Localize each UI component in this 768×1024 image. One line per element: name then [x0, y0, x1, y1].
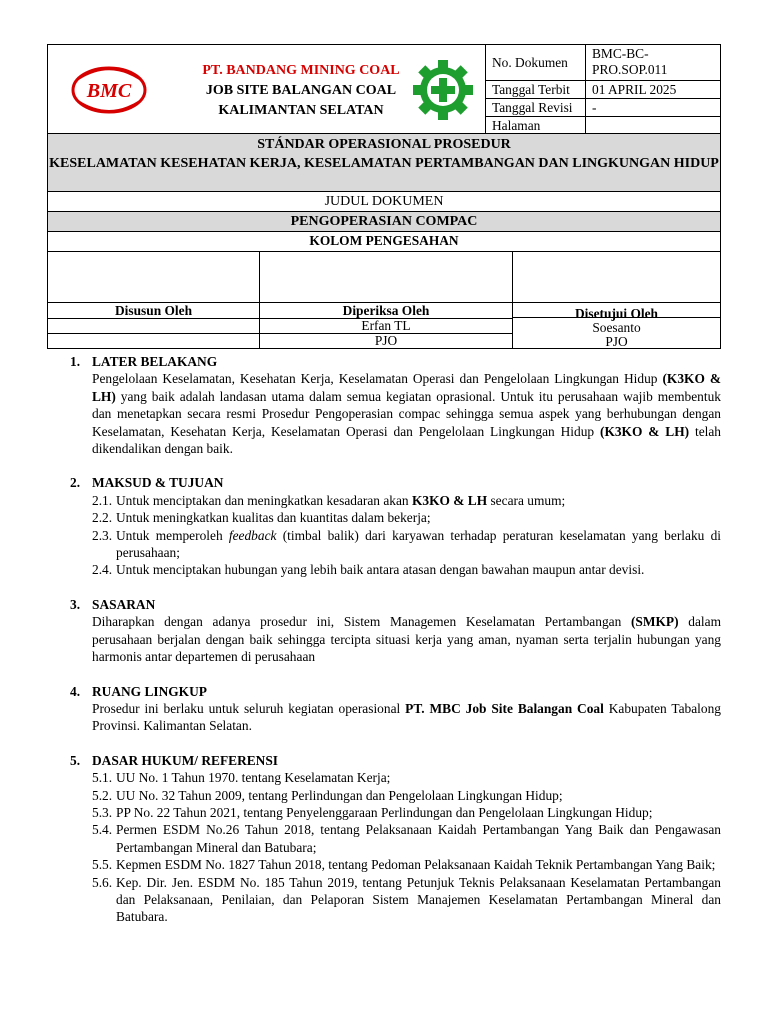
- list-item: [92, 821, 721, 856]
- list-item: [92, 561, 721, 578]
- signature-position-prepared: [48, 334, 259, 348]
- list-item-number: 5.3.: [92, 804, 113, 820]
- signature-name-prepared: [48, 319, 259, 334]
- section-title: [70, 353, 721, 370]
- list-item-number: 2.4.: [92, 562, 113, 578]
- approval-column-title: KOLOM PENGESAHAN: [48, 232, 720, 252]
- approval-signature-grid: [48, 252, 720, 348]
- section-number: 2.: [70, 475, 81, 491]
- list-item-number: 5.1.: [92, 770, 113, 786]
- document-header-table: [47, 44, 721, 349]
- list-item-text: PP No. 22 Tahun 2021, tentang Penyelenggaraan Perlindungan dan Pengelolaan Lingkungan Hidup;: [116, 804, 653, 820]
- section-background: [70, 353, 721, 457]
- section-paragraph: [70, 370, 721, 457]
- text-run: Untuk memperoleh: [116, 527, 229, 543]
- document-title-label: JUDUL DOKUMEN: [48, 192, 720, 212]
- text-run: Kabupaten Tabalong Provinsi. Kalimantan Selatan.: [92, 700, 721, 734]
- list-item-text: Permen ESDM No.26 Tahun 2018, tentang Pelaksanaan Kaidah Pertambangan Yang Baik dan Pengawasan Pertambangan Mineral dan Batubara;: [116, 822, 721, 855]
- list-item: [92, 527, 721, 562]
- signature-name-approved: Soesanto: [592, 320, 641, 335]
- purpose-list: [70, 492, 721, 579]
- bold-term: K3KO & LH: [411, 492, 488, 508]
- list-item-text: Untuk menciptakan hubungan yang lebih baik antara atasan dengan bawahan maupun antar devisi.: [116, 562, 645, 578]
- text-run: Untuk menciptakan dan meningkatkan kesadaran akan: [116, 492, 412, 508]
- sop-subtitle: KESELAMATAN KESEHATAN KERJA, KESELAMATAN PERTAMBANGAN DAN LINGKUNGAN HIDUP: [49, 156, 719, 171]
- signature-label-checked: Diperiksa Oleh: [260, 303, 512, 319]
- text-run: telah dikendalikan dengan baik.: [92, 423, 722, 457]
- section-title: [70, 596, 721, 613]
- list-item-text: Kepmen ESDM No. 1827 Tahun 2018, tentang Pedoman Pelaksanaan Kaidah Teknik Pertambangan Yang Baik;: [116, 857, 716, 873]
- section-target: [70, 596, 721, 666]
- signature-divider: [513, 317, 720, 318]
- list-item-number: 2.1.: [92, 492, 113, 508]
- section-number: 3.: [70, 596, 81, 612]
- list-item-text: UU No. 32 Tahun 2009, tentang Perlindungan dan Pengelolaan Lingkungan Hidup;: [116, 787, 563, 803]
- text-run: Diharapkan dengan adanya prosedur ini, Sistem Managemen Keselamatan Pertambangan: [92, 614, 631, 630]
- sop-title: STÁNDAR OPERASIONAL PROSEDUR: [257, 137, 511, 152]
- signature-position-approved: PJO: [605, 334, 628, 349]
- list-item-text: Kep. Dir. Jen. ESDM No. 185 Tahun 2019, tentang Petunjuk Teknis Pelaksanaan Keselamatan Pertambangan dan Pelaksanaan, Penilaian, dan Pelaporan Sistem Manajemen Keselamatan Pertambangan Mineral dan Batubara.: [116, 874, 721, 925]
- section-paragraph: [70, 613, 721, 665]
- list-item: [92, 492, 721, 509]
- meta-label-revision-date: Tanggal Revisi: [486, 99, 586, 117]
- section-heading: SASARAN: [92, 596, 156, 612]
- meta-value-page: [586, 117, 720, 133]
- list-item-number: 5.6.: [92, 874, 113, 890]
- bold-term: (K3KO & LH): [92, 371, 721, 404]
- signature-label-approved: Disetujui Oleh: [575, 306, 658, 321]
- bmc-logo-icon: [68, 61, 150, 119]
- meta-value-doc-number: BMC-BC-PRO.SOP.011: [586, 45, 720, 81]
- list-item-number: 5.4.: [92, 822, 113, 838]
- company-name: PT. BANDANG MINING COAL: [202, 63, 400, 78]
- document-meta-grid: [486, 45, 720, 133]
- list-item: [92, 804, 721, 821]
- document-body: [70, 353, 721, 943]
- signature-box-prepared: [48, 252, 259, 303]
- signature-column-approved: [513, 252, 720, 348]
- italic-term: feedback: [228, 527, 277, 543]
- signature-label-prepared: Disusun Oleh: [48, 303, 259, 319]
- logo-text: BMC: [86, 80, 132, 102]
- list-item: [92, 856, 721, 873]
- section-heading: DASAR HUKUM/ REFERENSI: [92, 752, 278, 768]
- section-number: 5.: [70, 752, 81, 768]
- section-purpose: [70, 474, 721, 578]
- signature-name-checked: Erfan TL: [260, 319, 512, 334]
- signature-column-prepared: [48, 252, 260, 348]
- list-item-number: 2.2.: [92, 510, 113, 526]
- k3-safety-cross-icon: [408, 59, 478, 121]
- signature-box-checked: [260, 252, 512, 303]
- section-title: [70, 752, 721, 769]
- section-paragraph: [70, 700, 721, 735]
- company-cell: [48, 45, 486, 133]
- bold-term: (K3KO & LH): [599, 423, 690, 439]
- company-name-block: [186, 61, 416, 121]
- bold-term: (SMKP): [630, 614, 679, 630]
- list-item: [92, 509, 721, 526]
- job-site-name: JOB SITE BALANGAN COAL: [205, 83, 397, 98]
- meta-label-doc-number: No. Dokumen: [486, 45, 586, 81]
- signature-column-checked: [260, 252, 513, 348]
- list-item-number: 5.5.: [92, 857, 113, 873]
- reference-list: [70, 769, 721, 926]
- header-top-row: [48, 45, 720, 134]
- section-title: [70, 474, 721, 491]
- section-heading: RUANG LINGKUP: [92, 683, 207, 699]
- text-run: Pengelolaan Keselamatan, Kesehatan Kerja, Keselamatan Operasi dan Pengelolaan Lingkungan Hidup: [92, 371, 663, 387]
- signature-position-checked: PJO: [374, 333, 398, 348]
- meta-label-page: Halaman: [486, 117, 586, 133]
- list-item-text: Untuk meningkatkan kualitas dan kuantitas dalam bekerja;: [116, 510, 431, 526]
- region-name: KALIMANTAN SELATAN: [218, 103, 384, 118]
- text-run: yang baik adalah landasan utama dalam semua kegiatan oprasional. Untuk itu perusahaan wajib membentuk dan menetapkan secara resmi Prosedur Pengoperasian compac sehingga semua aspek yang berhubungan dengan Keselamatan, Kesehatan Kerja, Keselamatan Operasi dan Pengelolaan Lingkungan Hidup: [92, 388, 721, 439]
- section-title: [70, 683, 721, 700]
- meta-label-issue-date: Tanggal Terbit: [486, 81, 586, 99]
- text-run: Prosedur ini berlaku untuk seluruh kegiatan operasional: [92, 700, 406, 716]
- sop-title-band: [48, 134, 720, 192]
- text-run: secara umum;: [487, 492, 566, 508]
- meta-value-revision-date: -: [586, 99, 720, 117]
- list-item-text: UU No. 1 Tahun 1970. tentang Keselamatan Kerja;: [116, 770, 391, 786]
- list-item: [92, 787, 721, 804]
- section-heading: LATER BELAKANG: [92, 354, 218, 369]
- section-legal-basis: [70, 752, 721, 926]
- bold-term: PT. MBC Job Site Balangan Coal: [405, 700, 604, 716]
- list-item: [92, 769, 721, 786]
- signature-box-approved: [513, 252, 720, 303]
- text-run: (timbal balik) dari karyawan terhadap peraturan keselamatan yang berlaku di perusahaan;: [116, 527, 721, 561]
- section-number: 4.: [70, 683, 81, 699]
- section-heading: MAKSUD & TUJUAN: [92, 475, 224, 491]
- list-item: [92, 874, 721, 926]
- list-item-text: [116, 492, 721, 509]
- list-item-text: [116, 527, 721, 562]
- list-item-number: 2.3.: [92, 527, 113, 543]
- meta-value-issue-date: 01 APRIL 2025: [586, 81, 720, 99]
- text-run: dalam perusahaan berjalan dengan baik sehingga tercipta situasi kerja yang aman, nyaman serta terjalin hubungan yang harmonis antar departemen di perusahaan: [92, 614, 721, 665]
- section-number: 1.: [70, 354, 81, 369]
- document-title-value: PENGOPERASIAN COMPAC: [48, 212, 720, 232]
- section-scope: [70, 683, 721, 735]
- list-item-number: 5.2.: [92, 787, 113, 803]
